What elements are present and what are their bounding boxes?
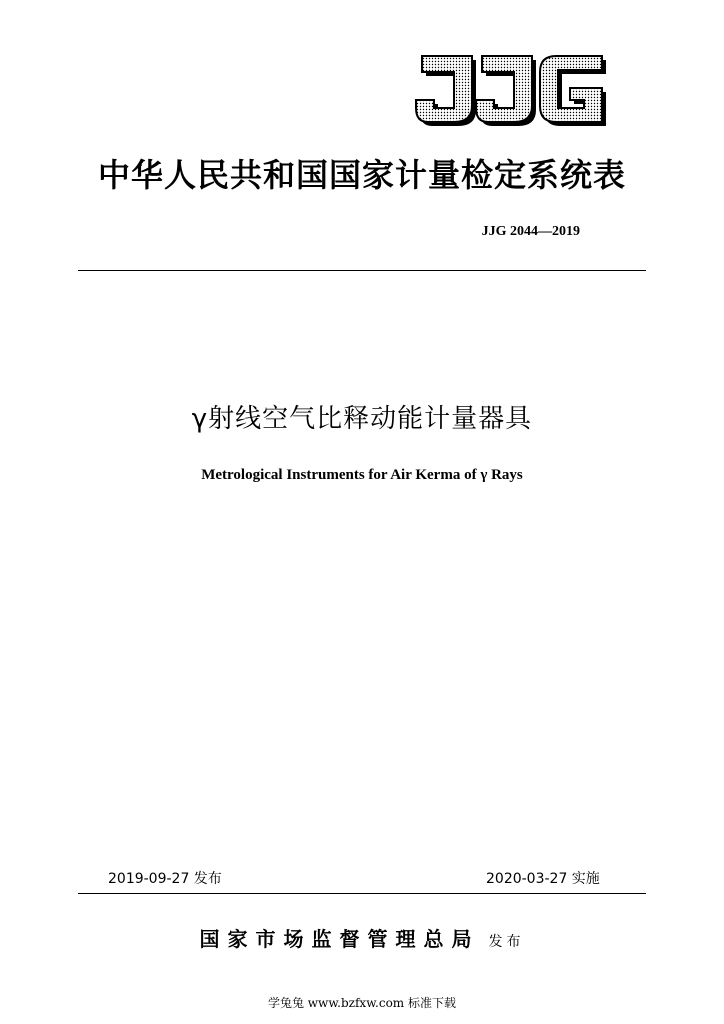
logo-letter-j1: [416, 56, 476, 126]
standard-number: JJG 2044—2019: [481, 224, 580, 239]
watermark-text: 学兔兔 www.bzfxw.com 标准下载: [267, 996, 457, 1010]
jjg-logo: [410, 48, 610, 130]
document-title-en: Metrological Instruments for Air Kerma of γ Rays: [201, 467, 523, 483]
logo-letter-g: [540, 56, 606, 126]
logo-letter-j2: [476, 56, 536, 126]
publish-label: 发布: [488, 934, 525, 950]
document-title-cn: γ射线空气比释动能计量器具: [191, 404, 533, 434]
bottom-divider: [78, 893, 646, 894]
issue-date: 2019-09-27 发布: [108, 871, 222, 887]
publisher-line: [0, 923, 724, 952]
top-divider: [78, 270, 646, 271]
implementation-date: 2020-03-27 实施: [486, 871, 600, 887]
main-title: 中华人民共和国国家计量检定系统表: [97, 156, 626, 194]
publisher-name: 国家市场监督管理总局: [199, 927, 480, 951]
